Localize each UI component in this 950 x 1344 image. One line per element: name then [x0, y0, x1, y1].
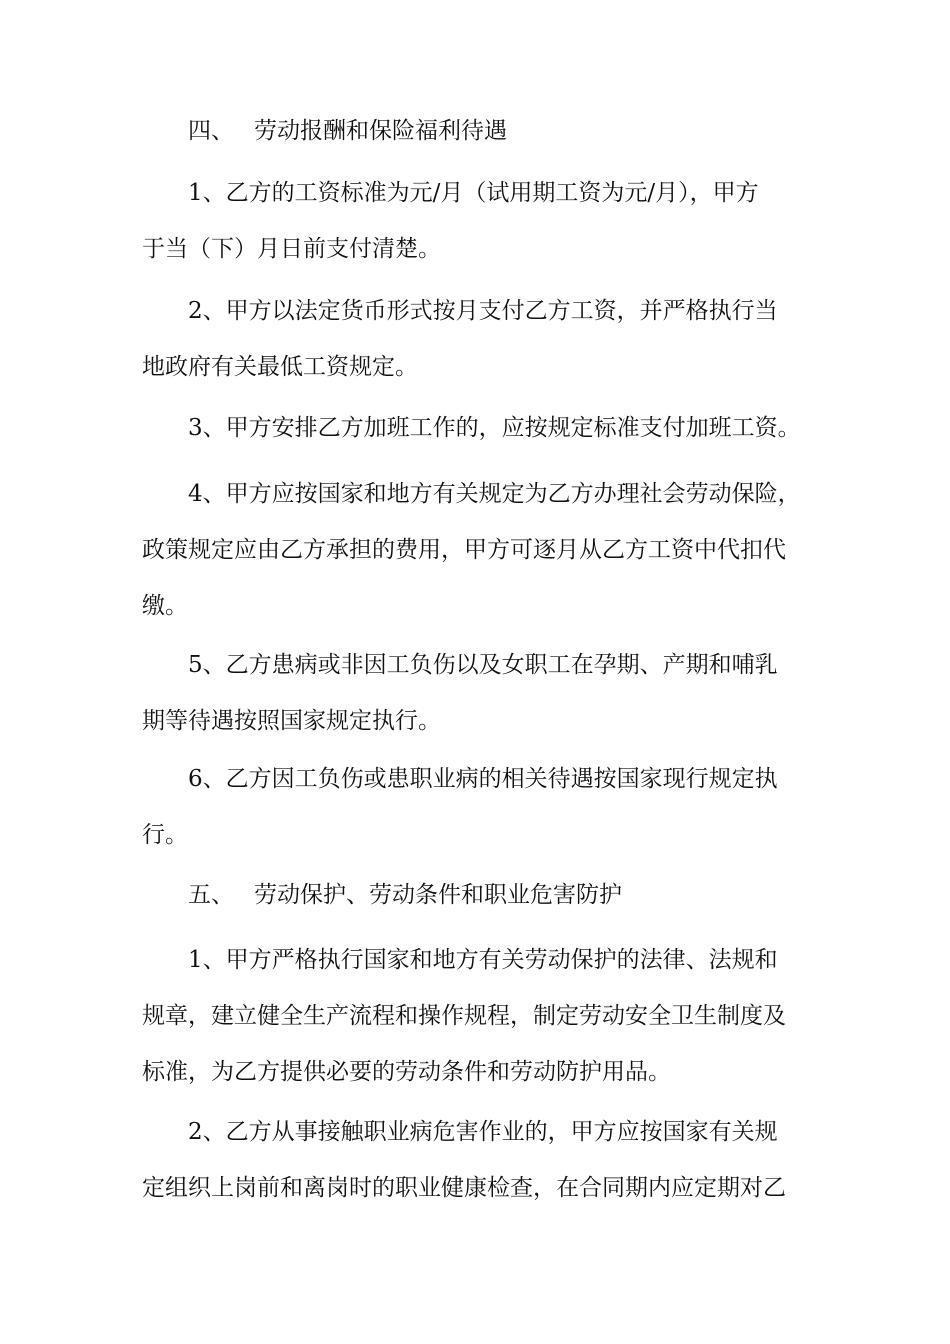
item-line: 缴。 — [142, 593, 188, 619]
item-line: 地政府有关最低工资规定。 — [142, 354, 418, 380]
section-5-number: 五、 — [188, 882, 234, 908]
item-line: 定组织上岗前和离岗时的职业健康检查，在合同期内应定期对乙 — [142, 1175, 786, 1201]
section-4-item-4 — [142, 466, 822, 634]
item-line: 1、乙方的工资标准为元/月（试用期工资为元/月），甲方 — [188, 180, 759, 206]
item-line: 6、乙方因工负伤或患职业病的相关待遇按国家现行规定执 — [188, 766, 778, 792]
item-line: 2、甲方以法定货币形式按月支付乙方工资，并严格执行当 — [188, 298, 778, 324]
section-4-title: 劳动报酬和保险福利待遇 — [254, 118, 507, 144]
item-line: 标准，为乙方提供必要的劳动条件和劳动防护用品。 — [142, 1059, 671, 1085]
item-line: 于当（下）月日前支付清楚。 — [142, 236, 441, 262]
section-5-heading — [142, 867, 822, 923]
section-4-item-6 — [142, 751, 822, 863]
section-4-item-1 — [142, 165, 822, 277]
section-4-item-5 — [142, 637, 822, 749]
item-line: 3、甲方安排乙方加班工作的，应按规定标准支付加班工资。 — [188, 415, 801, 441]
section-4-item-2 — [142, 283, 822, 395]
item-line: 期等待遇按照国家规定执行。 — [142, 708, 441, 734]
item-line: 5、乙方患病或非因工负伤以及女职工在孕期、产期和哺乳 — [188, 652, 778, 678]
item-line: 4、甲方应按国家和地方有关规定为乙方办理社会劳动保险， — [188, 481, 801, 507]
item-line: 2、乙方从事接触职业病危害作业的，甲方应按国家有关规 — [188, 1119, 778, 1145]
section-4-number: 四、 — [188, 118, 234, 144]
section-5-title: 劳动保护、劳动条件和职业危害防护 — [254, 882, 622, 908]
section-4-item-3 — [142, 400, 822, 456]
section-4-heading — [142, 103, 822, 159]
item-line: 政策规定应由乙方承担的费用，甲方可逐月从乙方工资中代扣代 — [142, 537, 786, 563]
section-5-item-2 — [142, 1104, 822, 1216]
item-line: 行。 — [142, 822, 188, 848]
item-line: 1、甲方严格执行国家和地方有关劳动保护的法律、法规和 — [188, 947, 778, 973]
section-5-item-1 — [142, 932, 822, 1100]
item-line: 规章，建立健全生产流程和操作规程，制定劳动安全卫生制度及 — [142, 1003, 786, 1029]
